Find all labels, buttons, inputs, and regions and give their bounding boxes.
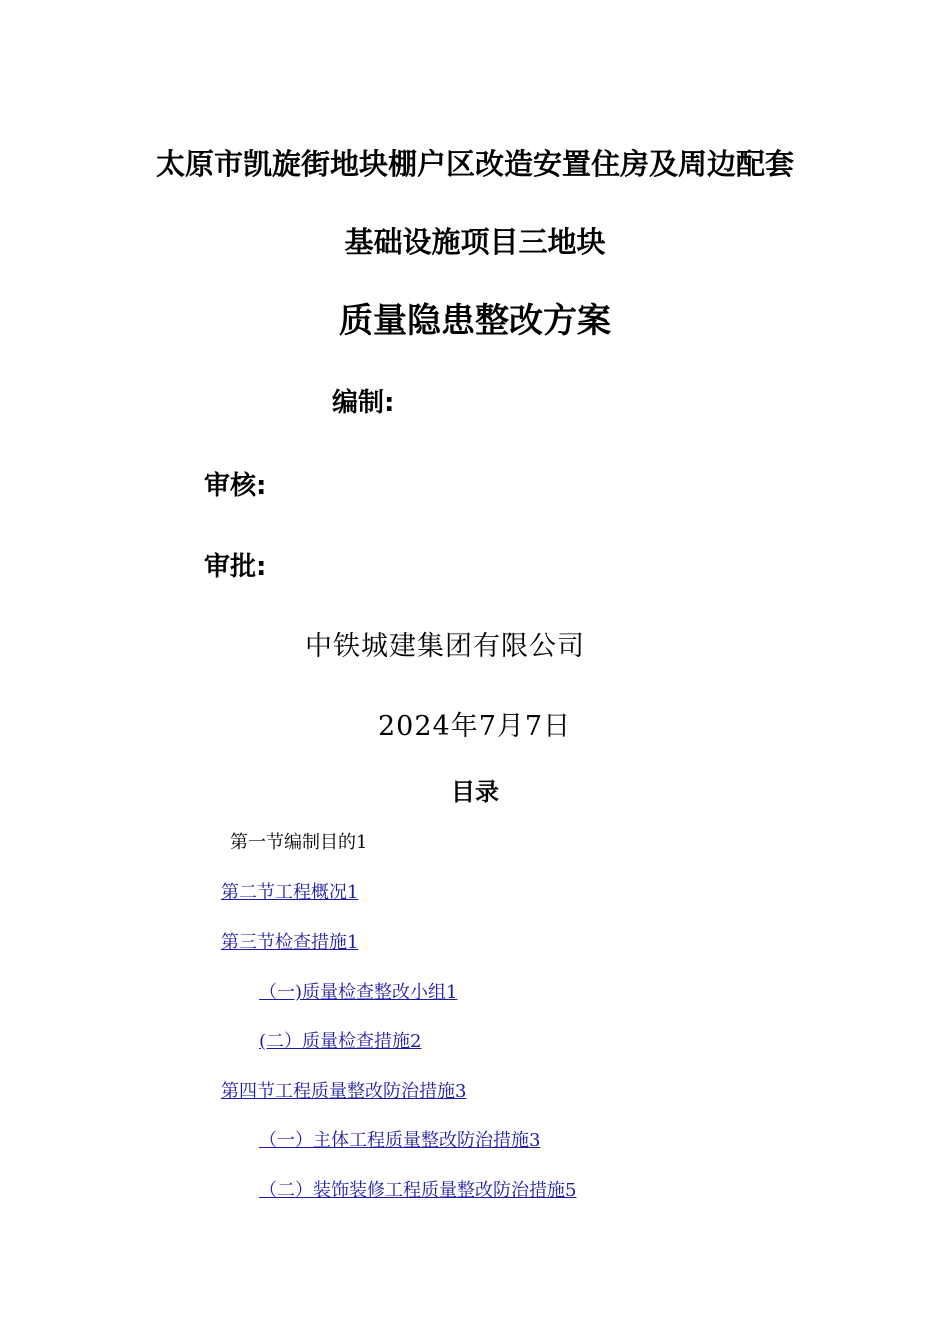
reviewed-by-label: 审核:: [204, 471, 267, 501]
toc-item-section-1: 第一节编制目的1: [230, 832, 368, 853]
document-date: 2024年7月7日: [378, 711, 572, 742]
toc-link-section-3[interactable]: 第三节检查措施1: [221, 932, 359, 953]
approved-by-label: 审批:: [204, 552, 267, 582]
project-title-line-2: 基础设施项目三地块: [344, 225, 606, 259]
project-title-line-1: 太原市凯旋街地块棚户区改造安置住房及周边配套: [155, 147, 794, 181]
company-name: 中铁城建集团有限公司: [305, 631, 585, 662]
toc-heading: 目录: [451, 778, 499, 806]
toc-link-section-3-1[interactable]: （一)质量检查整改小组1: [259, 982, 458, 1003]
toc-link-section-2[interactable]: 第二节工程概况1: [221, 882, 359, 903]
document-title: 质量隐患整改方案: [339, 301, 611, 341]
toc-link-section-4-2[interactable]: （二）装饰装修工程质量整改防治措施5: [259, 1180, 577, 1201]
compiled-by-label: 编制:: [332, 388, 395, 418]
toc-link-section-4-1[interactable]: （一）主体工程质量整改防治措施3: [259, 1130, 541, 1151]
toc-link-section-4[interactable]: 第四节工程质量整改防治措施3: [221, 1081, 467, 1102]
toc-link-section-3-2[interactable]: (二）质量检查措施2: [259, 1031, 422, 1052]
